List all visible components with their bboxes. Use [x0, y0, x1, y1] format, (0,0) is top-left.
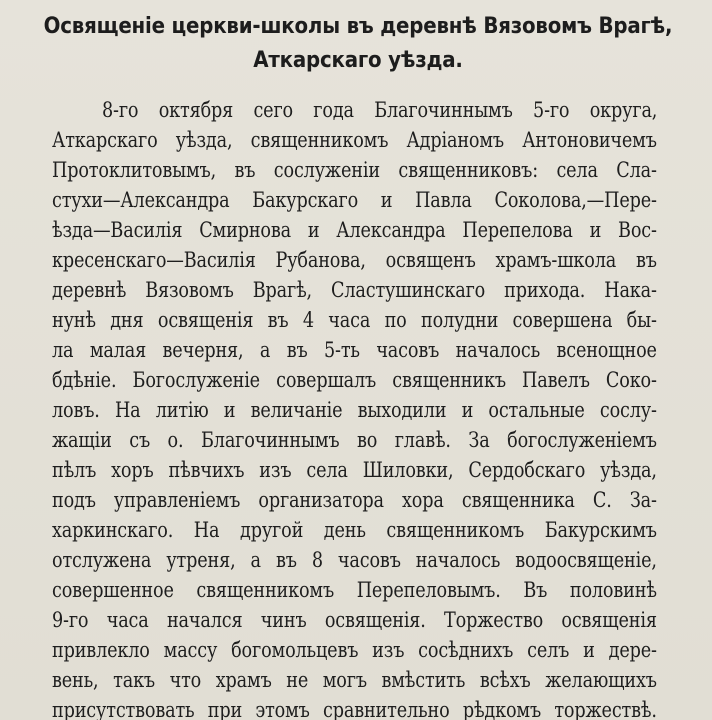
body-line: ловъ. На литію и величаніе выходили и остальные сослу-: [52, 398, 657, 422]
body-line: подъ управленіемъ организатора хора священника С. За-: [52, 488, 657, 512]
body-line: кресенскаго—Василія Рубанова, освященъ храмъ-школа въ: [52, 248, 657, 272]
body-line: присутствовать при этомъ сравнительно рѣдкомъ торжествѣ.: [52, 698, 657, 720]
body-line: 8-го октября сего года Благочиннымъ 5-го округа,: [102, 98, 658, 122]
body-line: нунѣ дня освященія въ 4 часа по полудни совершена бы-: [52, 308, 657, 332]
body-line: 9-го часа начался чинъ освященія. Торжество освященія: [52, 608, 657, 632]
body-line: привлекло массу богомольцевъ изъ сосѣднихъ селъ и дере-: [52, 638, 657, 662]
body-line: отслужена утреня, а въ 8 часовъ началось водоосвященіе,: [52, 548, 657, 572]
body-line: жащіи съ о. Благочиннымъ во главѣ. За богослуженіемъ: [52, 428, 657, 452]
body-line: пѣлъ хоръ пѣвчихъ изъ села Шиловки, Сердобскаго уѣзда,: [52, 458, 657, 482]
body-line: бдѣніе. Богослуженіе совершалъ священникъ Павелъ Соко-: [52, 368, 657, 392]
body-line: харкинскаго. На другой день священникомъ Бакурскимъ: [52, 518, 657, 542]
body-line: ѣзда—Василія Смирнова и Александра Перепелова и Вос-: [52, 218, 657, 242]
show-through-texture: ‌ ‌ ‌ ‌ ‌ ‌ ‌ ‌ ‌ ‌ ‌ ‌ ‌ ‌ ‌ ‌ ‌ ‌ ‌ ‌ ‌ ‌ ‌ ‌ ‌ ‌ ‌ ‌ ‌ ‌ ‌ ‌: [643, 52, 710, 88]
body-line: вень, такъ что храмъ не могъ вмѣстить всѣхъ желающихъ: [52, 668, 657, 692]
article-title-line-2: Аткарскаго уѣзда.: [253, 48, 463, 73]
body-line: совершенное священникомъ Перепеловымъ. Въ половинѣ: [52, 578, 657, 602]
body-line: Протоклитовымъ, въ сослуженіи священниковъ: села Сла-: [52, 158, 657, 182]
body-line: ла малая вечерня, а въ 5-ть часовъ началось всенощное: [52, 338, 657, 362]
article-title-line-1: Освященіе церкви-школы въ деревнѣ Вязовомъ Врагѣ,: [43, 14, 673, 39]
body-line: деревнѣ Вязовомъ Врагѣ, Сластушинскаго прихода. Нака-: [52, 278, 657, 302]
body-line: стухи—Александра Бакурскаго и Павла Соколова,—Пере-: [52, 188, 657, 212]
body-line: Аткарскаго уѣзда, священникомъ Адріаномъ Антоновичемъ: [52, 128, 657, 152]
